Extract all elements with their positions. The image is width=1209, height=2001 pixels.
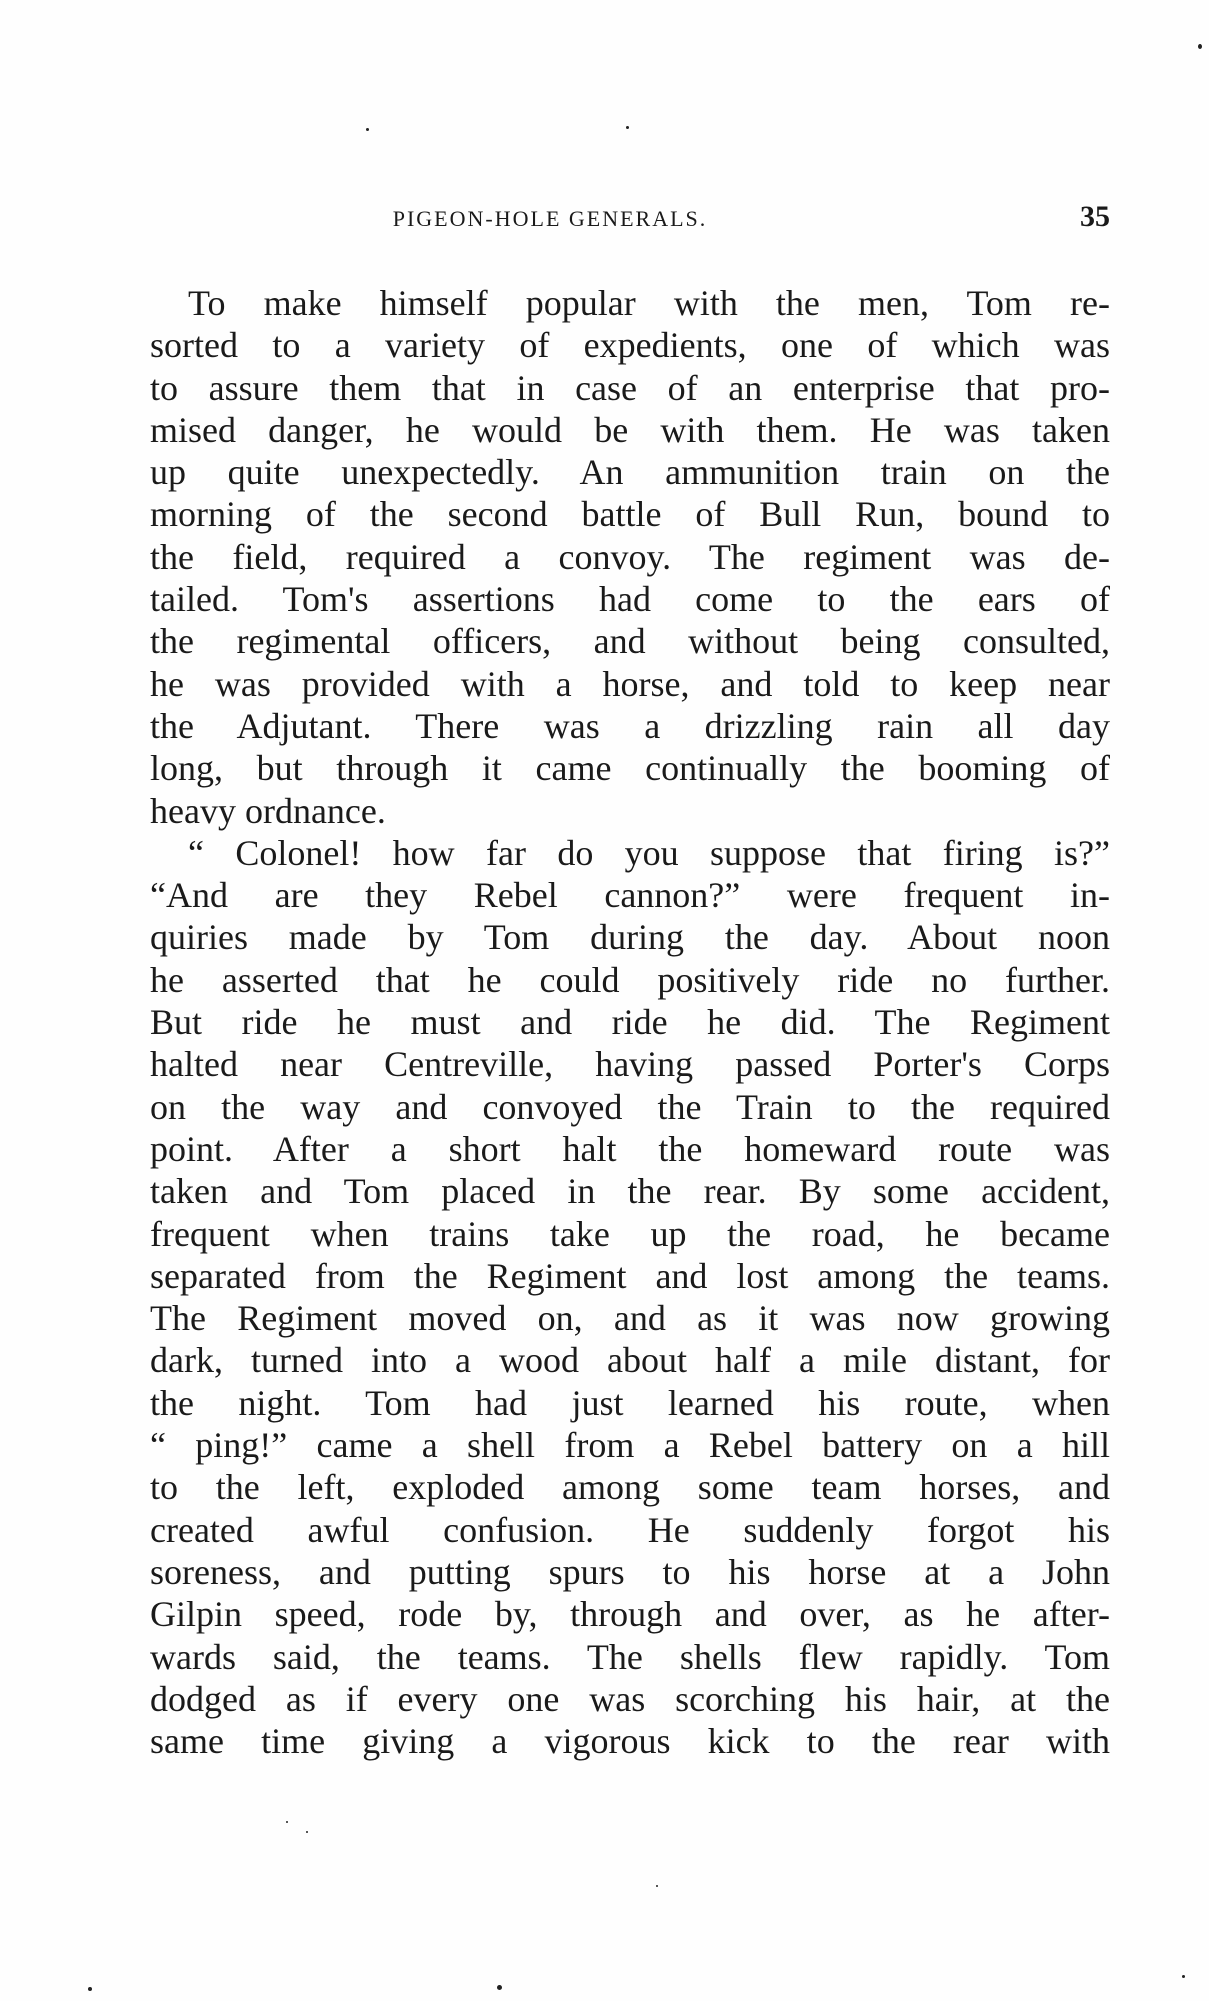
text-line: quiries made by Tom during the day. About noon bbox=[150, 917, 1110, 958]
scan-speck bbox=[88, 1987, 92, 1991]
text-line: the night. Tom had just learned his route, when bbox=[150, 1382, 1110, 1423]
text-line: sorted to a variety of expedients, one of which was bbox=[150, 325, 1110, 366]
text-line: “And are they Rebel cannon?” were frequent in- bbox=[150, 875, 1110, 916]
text-line: mised danger, he would be with them. He was taken bbox=[150, 409, 1110, 450]
text-line: on the way and convoyed the Train to the required bbox=[150, 1086, 1110, 1127]
text-line: frequent when trains take up the road, he became bbox=[150, 1213, 1110, 1254]
text-line: he asserted that he could positively ride no further. bbox=[150, 959, 1110, 1000]
text-line: “ ping!” came a shell from a Rebel battery on a hill bbox=[150, 1425, 1110, 1466]
text-line: to assure them that in case of an enterprise that pro- bbox=[150, 367, 1110, 408]
text-line: wards said, the teams. The shells flew rapidly. Tom bbox=[150, 1636, 1110, 1677]
text-line: he was provided with a horse, and told to keep near bbox=[150, 663, 1110, 704]
text-line: soreness, and putting spurs to his horse at a John bbox=[150, 1551, 1110, 1592]
text-line: To make himself popular with the men, Tom re- bbox=[188, 283, 1110, 323]
scan-speck bbox=[366, 128, 369, 131]
scan-speck bbox=[286, 1821, 288, 1823]
text-line: taken and Tom placed in the rear. By some accident, bbox=[150, 1171, 1110, 1212]
scan-speck bbox=[306, 1831, 308, 1833]
scan-speck bbox=[1198, 44, 1202, 49]
text-line: Gilpin speed, rode by, through and over, as he after- bbox=[150, 1594, 1110, 1635]
text-line: dark, turned into a wood about half a mile distant, for bbox=[150, 1340, 1110, 1381]
text-line: the Adjutant. There was a drizzling rain all day bbox=[150, 705, 1110, 746]
text-line: the field, required a convoy. The regiment was de- bbox=[150, 536, 1110, 577]
scan-speck bbox=[656, 1885, 658, 1887]
text-line: separated from the Regiment and lost among the teams. bbox=[150, 1255, 1110, 1296]
text-line: halted near Centreville, having passed Porter's Corps bbox=[150, 1044, 1110, 1085]
text-line: created awful confusion. He suddenly forgot his bbox=[150, 1509, 1110, 1550]
text-line: long, but through it came continually the booming of bbox=[150, 748, 1110, 789]
text-line: up quite unexpectedly. An ammunition train on the bbox=[150, 452, 1110, 493]
text-line: But ride he must and ride he did. The Regiment bbox=[150, 1002, 1110, 1043]
text-line: same time giving a vigorous kick to the rear with bbox=[150, 1721, 1110, 1762]
body-text bbox=[150, 282, 1110, 1762]
scan-speck bbox=[626, 126, 629, 129]
text-line: dodged as if every one was scorching his hair, at the bbox=[150, 1678, 1110, 1719]
text-line: heavy ordnance. bbox=[150, 790, 386, 831]
scan-speck bbox=[1182, 1975, 1185, 1978]
scan-speck bbox=[497, 1985, 502, 1990]
text-line: The Regiment moved on, and as it was now growing bbox=[150, 1298, 1110, 1339]
text-line: “ Colonel! how far do you suppose that firing is?” bbox=[188, 832, 1110, 873]
running-head bbox=[150, 196, 1110, 236]
text-line: tailed. Tom's assertions had come to the ears of bbox=[150, 579, 1110, 620]
running-title: PIGEON-HOLE GENERALS. bbox=[392, 206, 708, 231]
text-line: the regimental officers, and without being consulted, bbox=[150, 621, 1110, 662]
text-line: morning of the second battle of Bull Run, bound to bbox=[150, 494, 1110, 535]
text-line: to the left, exploded among some team horses, and bbox=[150, 1467, 1110, 1508]
text-line: point. After a short halt the homeward route was bbox=[150, 1128, 1110, 1169]
page-number: 35 bbox=[1080, 200, 1110, 233]
